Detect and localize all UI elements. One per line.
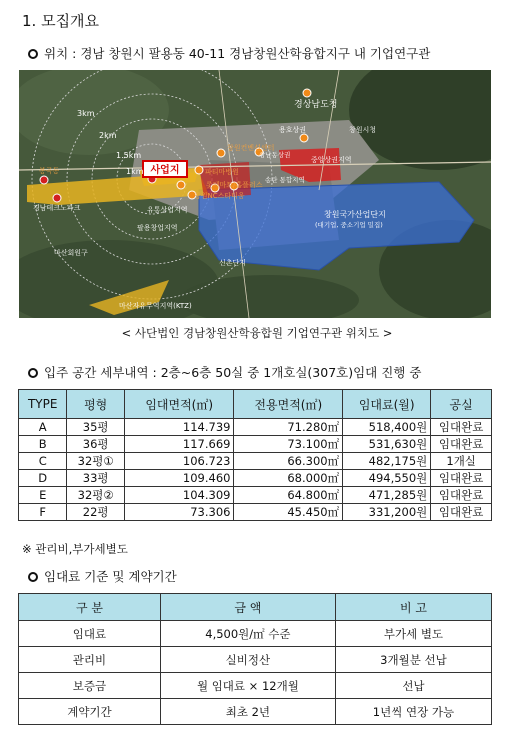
cell-lease: 114.739 <box>124 419 234 436</box>
col-lease-area: 임대면적(㎡) <box>124 390 234 419</box>
unit-table <box>18 389 492 521</box>
map-label-stadium: 창원NC스타디움 <box>194 192 245 200</box>
space-label: 입주 공간 세부내역 <box>44 365 149 380</box>
fee-note: ※ 관리비,부가세별도 <box>22 542 128 556</box>
circle-bullet-icon <box>28 49 38 59</box>
col-pyeong: 평형 <box>67 390 124 419</box>
cell-exclusive: 66.300㎡ <box>234 453 343 470</box>
map-label-site: 사업지 <box>150 165 180 176</box>
map-label-deokdong: 봉곡동 <box>39 167 60 175</box>
circle-bullet-icon <box>28 368 38 378</box>
map-label-industrial-sub: (대기업, 중소기업 밀집) <box>315 221 383 229</box>
map-label-cityhall: 창원시청 <box>349 126 377 134</box>
cell-type: B <box>19 436 67 453</box>
cell-amount: 월 임대료 × 12개월 <box>160 673 335 699</box>
terms-table-header <box>19 594 492 621</box>
cell-lease: 109.460 <box>124 470 234 487</box>
cell-category: 임대료 <box>19 621 161 647</box>
section-title: 1. 모집개요 <box>22 12 100 30</box>
cell-remarks: 3개월분 선납 <box>335 647 491 673</box>
map-caption: < 사단법인 경남창원산학융합원 기업연구관 위치도 > <box>121 326 393 340</box>
terms-label: 임대료 기준 및 계약기간 <box>44 569 177 584</box>
col-type: TYPE <box>19 390 67 419</box>
map-label-jungang: 중앙상권지역 <box>311 156 352 164</box>
cell-amount: 4,500원/㎡ 수준 <box>160 621 335 647</box>
cell-status: 임대완료 <box>431 419 492 436</box>
cell-pyeong: 32평① <box>67 453 124 470</box>
cell-status: 임대완료 <box>431 487 492 504</box>
unit-table-header <box>19 390 492 419</box>
cell-pyeong: 33평 <box>67 470 124 487</box>
map-label-district: 마산회원구 <box>54 249 88 257</box>
cell-lease: 117.669 <box>124 436 234 453</box>
cell-exclusive: 64.800㎡ <box>234 487 343 504</box>
cell-exclusive: 68.000㎡ <box>234 470 343 487</box>
cell-status: 임대완료 <box>431 436 492 453</box>
col-status: 공실 <box>431 390 492 419</box>
cell-remarks: 부가세 별도 <box>335 621 491 647</box>
cell-type: F <box>19 504 67 521</box>
cell-rent: 518,400원 <box>343 419 431 436</box>
cell-rent: 471,285원 <box>343 487 431 504</box>
cell-status: 1개실 <box>431 453 492 470</box>
map-label-newcity: 신촌단지 <box>219 259 247 267</box>
cell-type: E <box>19 487 67 504</box>
cell-rent: 531,630원 <box>343 436 431 453</box>
cell-remarks: 1년씩 연장 가능 <box>335 699 491 725</box>
cell-rent: 482,175원 <box>343 453 431 470</box>
map-label-r15: 1.5km <box>116 151 142 160</box>
cell-exclusive: 45.450㎡ <box>234 504 343 521</box>
cell-type: A <box>19 419 67 436</box>
location-map <box>19 70 491 318</box>
cell-type: C <box>19 453 67 470</box>
map-label-mart: 롯데마트/홈플러스 <box>206 181 263 189</box>
map-label-r1: 1km <box>126 167 144 176</box>
cell-category: 보증금 <box>19 673 161 699</box>
map-label-palyong: 팔용창업지역 <box>137 224 178 232</box>
map-label-songtan: 송탄 통합지역 <box>265 176 305 184</box>
map-label-tech: 경남테크노파크 <box>33 204 81 212</box>
cell-status: 임대완료 <box>431 470 492 487</box>
location-text: 경남 창원시 팔용동 40-11 경남창원산학융합지구 내 기업연구관 <box>80 46 431 61</box>
cell-lease: 106.723 <box>124 453 234 470</box>
cell-pyeong: 35평 <box>67 419 124 436</box>
circle-bullet-icon <box>28 572 38 582</box>
cell-pyeong: 36평 <box>67 436 124 453</box>
cell-pyeong: 22평 <box>67 504 124 521</box>
cell-amount: 최초 2년 <box>160 699 335 725</box>
map-label-hospital: 파티마병원 <box>205 168 239 176</box>
map-label-mall: 상남동상권 <box>259 151 291 159</box>
table-row <box>19 487 492 504</box>
cell-exclusive: 71.280㎡ <box>234 419 343 436</box>
location-line: 위치 : 경남 창원시 팔용동 40-11 경남창원산학융합지구 내 기업연구관 <box>28 44 430 62</box>
map-label-yongho: 용호상권 <box>279 126 307 134</box>
col-category: 구 분 <box>19 594 161 621</box>
cell-status: 임대완료 <box>431 504 492 521</box>
terms-line <box>28 567 177 585</box>
table-row <box>19 504 492 521</box>
space-line: 입주 공간 세부내역 : 2층~6층 50실 중 1개호실(307호)임대 진행 중 <box>28 363 421 381</box>
map-label-industrial: 창원국가산업단지 <box>324 210 386 219</box>
cell-remarks: 선납 <box>335 673 491 699</box>
cell-category: 관리비 <box>19 647 161 673</box>
cell-rent: 494,550원 <box>343 470 431 487</box>
cell-amount: 실비정산 <box>160 647 335 673</box>
col-rent: 임대료(월) <box>343 390 431 419</box>
cell-rent: 331,200원 <box>343 504 431 521</box>
table-row <box>19 621 492 647</box>
cell-category: 계약기간 <box>19 699 161 725</box>
col-amount: 금 액 <box>160 594 335 621</box>
table-row <box>19 453 492 470</box>
terms-table <box>18 593 492 725</box>
map-label-r3: 3km <box>77 109 95 118</box>
map-label-convention: 창원컨벤션센터 <box>227 144 275 152</box>
satellite-map <box>19 70 491 318</box>
cell-type: D <box>19 470 67 487</box>
table-row <box>19 436 492 453</box>
col-exclusive-area: 전용면적(㎡) <box>234 390 343 419</box>
map-label-uptown: 유통상업지역 <box>147 206 188 214</box>
space-text: 2층~6층 50실 중 1개호실(307호)임대 진행 중 <box>160 365 422 380</box>
map-label-r2: 2km <box>99 131 117 140</box>
map-label-ktz: 마산자유무역지역(KTZ) <box>119 302 192 310</box>
col-remarks: 비 고 <box>335 594 491 621</box>
table-row <box>19 647 492 673</box>
table-row <box>19 673 492 699</box>
map-label-dosung: 경상남도청 <box>294 100 338 110</box>
cell-pyeong: 32평② <box>67 487 124 504</box>
cell-lease: 104.309 <box>124 487 234 504</box>
table-row <box>19 470 492 487</box>
location-label: 위치 <box>44 46 69 61</box>
cell-lease: 73.306 <box>124 504 234 521</box>
cell-exclusive: 73.100㎡ <box>234 436 343 453</box>
table-row <box>19 419 492 436</box>
table-row <box>19 699 492 725</box>
